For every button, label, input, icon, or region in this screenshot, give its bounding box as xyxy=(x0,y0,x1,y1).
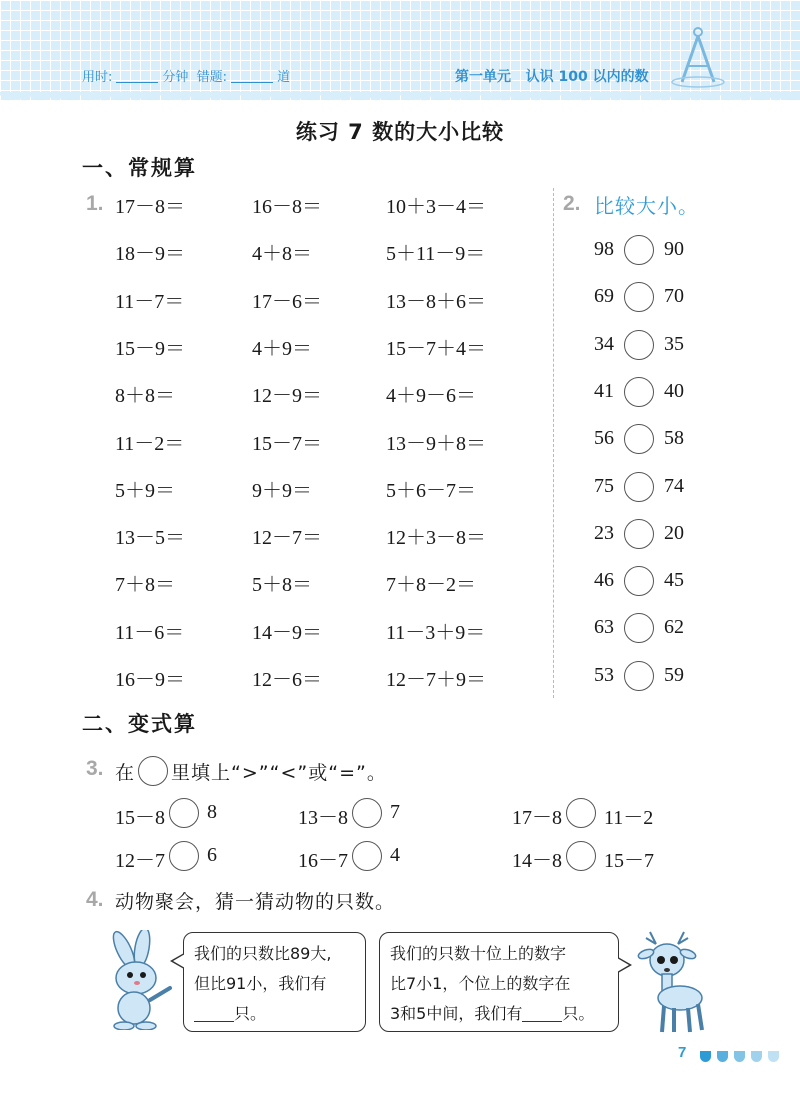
compare-left-number: 98 xyxy=(594,238,614,260)
question-2-text: 比较大小。 xyxy=(594,194,699,218)
calc-expression: 12－7＋9＝ xyxy=(386,669,486,691)
compare-expression-row xyxy=(115,840,295,874)
compare-right-number: 62 xyxy=(664,616,684,638)
compare-right-expression: 11－2 xyxy=(604,807,654,829)
calc-expression: 5＋8＝ xyxy=(252,574,312,596)
column-divider xyxy=(553,188,554,698)
answer-blank-left[interactable] xyxy=(194,1003,234,1022)
calc-expression: 4＋9－6＝ xyxy=(386,385,476,407)
compare-right-expression: 15－7 xyxy=(604,850,654,872)
calc-expression: 11－6＝ xyxy=(115,622,185,644)
question-4-number: 4. xyxy=(86,888,104,911)
compare-right-number: 74 xyxy=(664,475,684,497)
compare-left-expression: 14－8 xyxy=(512,850,562,872)
answer-circle[interactable] xyxy=(624,424,654,454)
page-header xyxy=(0,0,800,100)
calc-expression: 14－9＝ xyxy=(252,622,322,644)
compare-expression-row xyxy=(298,840,478,874)
bubble-right-line-1: 我们的只数十位上的数字 xyxy=(390,944,567,963)
answer-circle[interactable] xyxy=(624,566,654,596)
compare-expression-row xyxy=(512,797,692,831)
answer-circle[interactable] xyxy=(624,330,654,360)
answer-circle[interactable] xyxy=(624,377,654,407)
answer-circle[interactable] xyxy=(169,841,199,871)
answer-circle[interactable] xyxy=(624,613,654,643)
answer-circle[interactable] xyxy=(624,519,654,549)
answer-circle[interactable] xyxy=(624,472,654,502)
compare-left-number: 23 xyxy=(594,522,614,544)
compare-row xyxy=(594,281,704,315)
calc-expression: 8＋8＝ xyxy=(115,385,175,407)
compare-left-number: 41 xyxy=(594,380,614,402)
calc-expression: 9＋9＝ xyxy=(252,480,312,502)
question-3-instruction xyxy=(115,756,387,786)
compare-left-number: 75 xyxy=(594,475,614,497)
compare-row xyxy=(594,234,704,268)
compare-left-expression: 16－7 xyxy=(298,850,348,872)
unit-title: 第一单元 xyxy=(455,69,511,85)
compare-row xyxy=(594,376,704,410)
bubble-right-line-3-prefix: 3和5中间，我们有 xyxy=(390,1004,523,1023)
page-title: 练习 7 数的大小比较 xyxy=(295,120,505,144)
calc-expression: 11－3＋9＝ xyxy=(386,622,486,644)
page-number: 7 xyxy=(678,1044,687,1061)
compare-left-expression: 17－8 xyxy=(512,807,562,829)
calc-expression: 7＋8＝ xyxy=(115,574,175,596)
calc-expression: 15－7＝ xyxy=(252,433,322,455)
calc-expression: 18－9＝ xyxy=(115,243,185,265)
calc-expression: 17－6＝ xyxy=(252,291,322,313)
answer-circle[interactable] xyxy=(624,282,654,312)
page-decoration-dots xyxy=(700,1047,785,1061)
question-2-number: 2. xyxy=(563,192,581,215)
unit-subtitle: 认识 100 以内的数 xyxy=(525,69,649,85)
errors-blank[interactable] xyxy=(231,70,273,83)
speech-bubble-left xyxy=(183,932,366,1032)
q3-text-after: 里填上“>”“<”或“=”。 xyxy=(171,762,387,784)
compare-left-number: 56 xyxy=(594,427,614,449)
rabbit-icon xyxy=(94,930,184,1030)
answer-circle[interactable] xyxy=(624,235,654,265)
answer-blank-right[interactable] xyxy=(522,1003,562,1022)
deer-icon xyxy=(626,930,716,1034)
compare-right-expression: 8 xyxy=(207,801,217,823)
answer-circle[interactable] xyxy=(352,841,382,871)
compare-row xyxy=(594,565,704,599)
calc-expression: 13－8＋6＝ xyxy=(386,291,486,313)
calc-expression: 12－7＝ xyxy=(252,527,322,549)
minutes-label: 分钟 xyxy=(162,70,189,85)
calc-expression: 16－8＝ xyxy=(252,196,322,218)
answer-circle xyxy=(138,756,168,786)
calc-expression: 12－6＝ xyxy=(252,669,322,691)
calc-expression: 10＋3－4＝ xyxy=(386,196,486,218)
errors-label: 错题: xyxy=(196,70,228,85)
question-3-number: 3. xyxy=(86,757,104,780)
calc-expression: 4＋8＝ xyxy=(252,243,312,265)
calc-expression: 5＋6－7＝ xyxy=(386,480,476,502)
bubble-right-line-3-suffix: 只。 xyxy=(562,1004,595,1023)
compare-expression-row xyxy=(298,797,478,831)
calc-expression: 12－9＝ xyxy=(252,385,322,407)
q3-text-before: 在 xyxy=(115,762,136,784)
compare-left-number: 46 xyxy=(594,569,614,591)
compare-right-number: 35 xyxy=(664,333,684,355)
calc-expression: 11－2＝ xyxy=(115,433,185,455)
compare-expression-row xyxy=(512,840,692,874)
compare-right-number: 40 xyxy=(664,380,684,402)
calc-expression: 15－9＝ xyxy=(115,338,185,360)
bubble-left-line-1: 我们的只数比89大, xyxy=(194,944,332,963)
compare-left-number: 69 xyxy=(594,285,614,307)
question-4-text: 动物聚会，猜一猜动物的只数。 xyxy=(115,891,396,913)
compare-left-expression: 15－8 xyxy=(115,807,165,829)
compare-right-number: 59 xyxy=(664,664,684,686)
calc-expression: 5＋11－9＝ xyxy=(386,243,486,265)
compare-left-expression: 13－8 xyxy=(298,807,348,829)
compare-right-number: 20 xyxy=(664,522,684,544)
calc-expression: 17－8＝ xyxy=(115,196,185,218)
speech-bubble-right xyxy=(379,932,619,1032)
calc-expression: 11－7＝ xyxy=(115,291,185,313)
compare-right-expression: 7 xyxy=(390,801,400,823)
compare-left-number: 34 xyxy=(594,333,614,355)
compare-left-expression: 12－7 xyxy=(115,850,165,872)
section-heading-1: 一、常规算 xyxy=(82,156,197,180)
compare-right-number: 70 xyxy=(664,285,684,307)
answer-circle[interactable] xyxy=(169,798,199,828)
compare-left-number: 53 xyxy=(594,664,614,686)
unit-heading xyxy=(455,66,649,86)
bubble-left-line-3: 只。 xyxy=(234,1004,267,1023)
compare-right-number: 45 xyxy=(664,569,684,591)
calc-expression: 16－9＝ xyxy=(115,669,185,691)
compass-icon xyxy=(668,24,728,88)
bubble-right-line-2: 比7小1，个位上的数字在 xyxy=(390,974,571,993)
errors-unit: 道 xyxy=(277,70,291,85)
bubble-left-line-2: 但比91小，我们有 xyxy=(194,974,327,993)
compare-row xyxy=(594,329,704,363)
time-error-record xyxy=(82,66,290,85)
compare-row xyxy=(594,612,704,646)
time-label: 用时: xyxy=(82,70,113,85)
compare-right-number: 90 xyxy=(664,238,684,260)
calc-expression: 13－9＋8＝ xyxy=(386,433,486,455)
answer-circle[interactable] xyxy=(352,798,382,828)
calc-expression: 7＋8－2＝ xyxy=(386,574,476,596)
calc-expression: 12＋3－8＝ xyxy=(386,527,486,549)
compare-right-expression: 4 xyxy=(390,844,400,866)
answer-circle[interactable] xyxy=(566,798,596,828)
compare-right-number: 58 xyxy=(664,427,684,449)
compare-expression-row xyxy=(115,797,295,831)
calc-expression: 13－5＝ xyxy=(115,527,185,549)
compare-left-number: 63 xyxy=(594,616,614,638)
calc-expression: 5＋9＝ xyxy=(115,480,175,502)
compare-row xyxy=(594,471,704,505)
calc-expression: 4＋9＝ xyxy=(252,338,312,360)
question-1-number: 1. xyxy=(86,192,104,215)
answer-circle[interactable] xyxy=(624,661,654,691)
answer-circle[interactable] xyxy=(566,841,596,871)
calc-expression: 15－7＋4＝ xyxy=(386,338,486,360)
time-blank[interactable] xyxy=(116,70,158,83)
compare-row xyxy=(594,518,704,552)
section-heading-2: 二、变式算 xyxy=(82,712,197,736)
compare-row xyxy=(594,423,704,457)
compare-right-expression: 6 xyxy=(207,844,217,866)
compare-row xyxy=(594,660,704,694)
